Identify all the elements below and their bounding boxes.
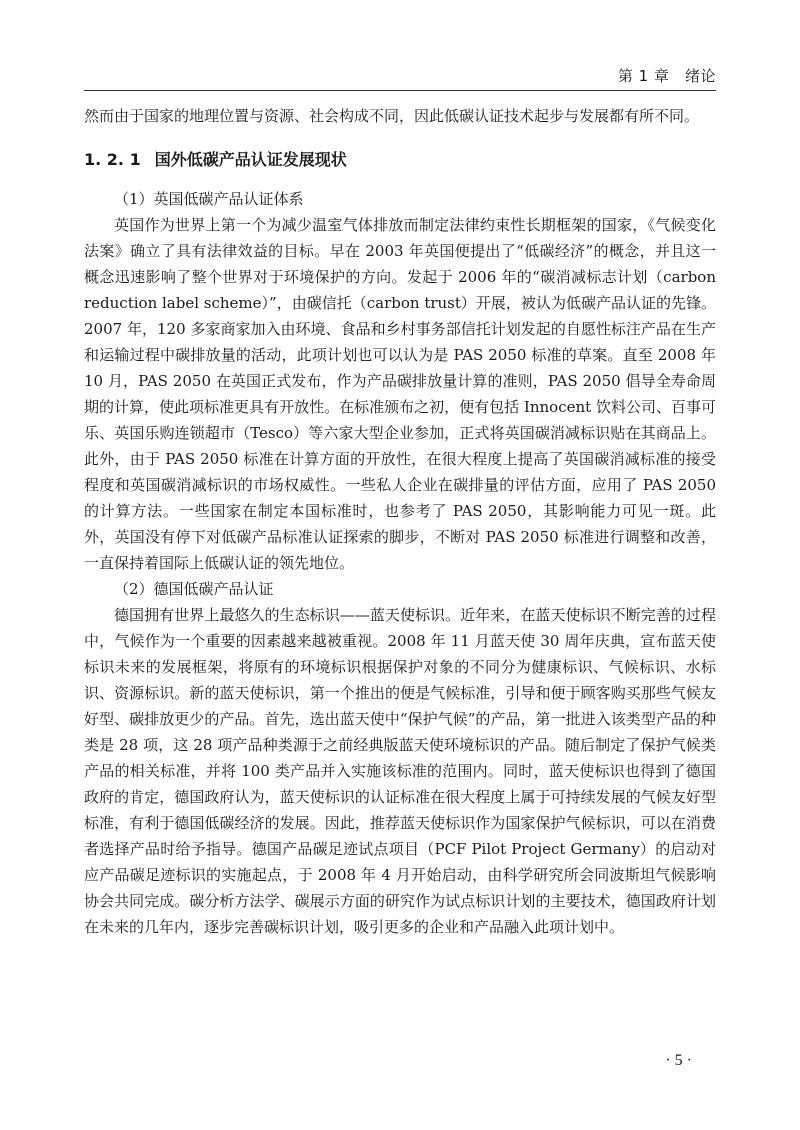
section-heading [84, 148, 716, 172]
section-number: 1. 2. 1 [84, 150, 141, 169]
intro-paragraph: 然而由于国家的地理位置与资源、社会构成不同，因此低碳认证技术起步与发展都有所不同。 [84, 107, 700, 125]
chapter-title: 第 1 章 绪论 [617, 67, 716, 85]
paragraph-uk: 英国作为世界上第一个为减少温室气体排放而制定法律约束性长期框架的国家，《气候变化法案》确立了具有法律效益的目标。早在 2003 年英国便提出了“低碳经济”的概念，并且这一概念迅速影响了整个世界对于环境保护的方向。发起于 2006 年的“碳消减标志计划（carbon reduction label scheme）”，由碳信托（carbon trust）开展，被认为低碳产品认证的先锋。2007 年，120 多家商家加入由环境、食品和乡村事务部信托计划发起的自愿性标注产品在生产和运输过程中碳排放量的活动，此项计划也可以认为是 PAS 2050 标准的草案。直至 2008 年 10 月，PAS 2050 在英国正式发布，作为产品碳排放量计算的准则，PAS 2050 倡导全寿命周期的计算，使此项标准更具有开放性。在标准颁布之初，便有包括 Innocent 饮料公司、百事可乐、英国乐购连锁超市（Tesco）等六家大型企业参加，正式将英国碳消减标识贴在其商品上。此外，由于 PAS 2050 标准在计算方面的开放性，在很大程度上提高了英国碳消减标准的接受程度和英国碳消减标识的市场权威性。一些私人企业在碳排量的评估方面，应用了 PAS 2050 的计算方法。一些国家在制定本国标准时，也参考了 PAS 2050，其影响能力可见一斑。此外，英国没有停下对低碳产品标准认证探索的脚步，不断对 PAS 2050 标准进行调整和改善，一直保持着国际上低碳认证的领先地位。 [84, 216, 716, 572]
running-header [84, 62, 716, 91]
paragraph-germany: 德国拥有世界上最悠久的生态标识——蓝天使标识。近年来，在蓝天使标识不断完善的过程中，气候作为一个重要的因素越来越被重视。2008 年 11 月蓝天使 30 周年庆典，宣布蓝天使标识未来的发展框架，将原有的环境标识根据保护对象的不同分为健康标识、气候标识、水标识、资源标识。新的蓝天使标识，第一个推出的便是气候标准，引导和便于顾客购买那些气候友好型、碳排放更少的产品。首先，选出蓝天使中“保护气候”的产品，第一批进入该类型产品的种类是 28 项，这 28 项产品种类源于之前经典版蓝天使环境标识的产品。随后制定了保护气候类产品的相关标准，并将 100 类产品并入实施该标准的范围内。同时，蓝天使标识也得到了德国政府的肯定，德国政府认为，蓝天使标识的认证标准在很大程度上属于可持续发展的气候友好型标准，有利于德国低碳经济的发展。因此，推荐蓝天使标识作为国家保护气候标识，可以在消费者选择产品时给予指导。德国产品碳足迹试点项目（PCF Pilot Project Germany）的启动对应产品碳足迹标识的实施起点，于 2008 年 4 月开始启动，由科学研究所会同波斯坦气候影响协会共同完成。碳分析方法学、碳展示方面的研究作为试点标识计划的主要技术，德国政府计划在未来的几年内，逐步完善碳标识计划，吸引更多的企业和产品融入此项计划中。 [84, 606, 716, 936]
subsection-heading-germany: （2）德国低碳产品认证 [114, 580, 274, 598]
subsection-heading-uk: （1）英国低碳产品认证体系 [114, 190, 304, 208]
section-title: 国外低碳产品认证发展现状 [154, 150, 347, 169]
page-body [84, 103, 716, 940]
page-number: · 5 · [665, 1052, 692, 1069]
